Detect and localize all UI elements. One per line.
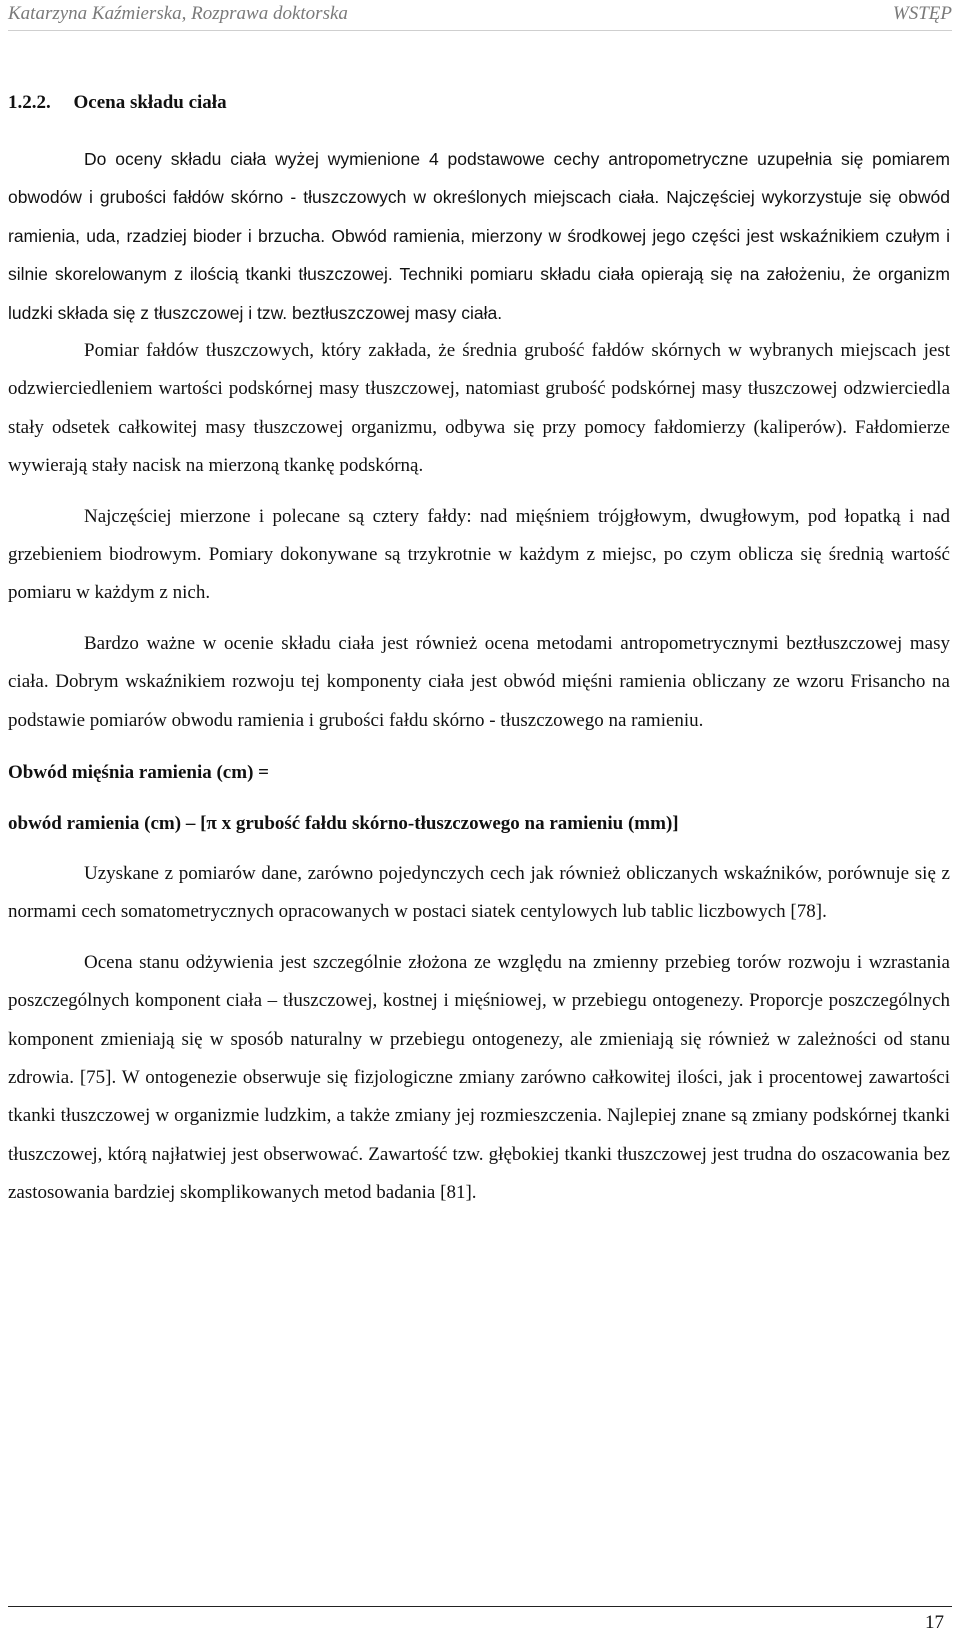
paragraph-3: Najczęściej mierzone i polecane są cztery fałdy: nad mięśniem trójgłowym, dwugłowym, pod łopatką i nad grzebieniem biodrowym. Pomiary dokonywane są trzykrotnie w każdym z miejsc, po czym oblicza się średnią wartość pomiaru w każdym z nich. [8,505,950,604]
running-header [8,0,952,31]
paragraph-4: Bardzo ważne w ocenie składu ciała jest również ocena metodami antropometrycznymi beztłuszczowej masy ciała. Dobrym wskaźnikiem rozwoju tej komponenty ciała jest obwód mięśni ramienia obliczany ze wzoru Frisancho na podstawie pomiarów obwodu ramienia i grubości fałdu skórno - tłuszczowego na ramieniu. [8,632,950,731]
header-author-title: Katarzyna Kaźmierska, Rozprawa doktorska [8,3,348,24]
paragraph-6: Ocena stanu odżywienia jest szczególnie złożona ze względu na zmienny przebieg torów rozwoju i wzrastania poszczególnych komponent ciała – tłuszczowej, kostnej i mięśniowej, w przebiegu ontogenezy. Proporcje poszczególnych komponent zmieniają się w sposób naturalny w przebiegu ontogenezy, ale zmieniają się również w zależności od stanu zdrowia. [75]. W ontogenezie obserwuje się fizjologiczne zmiany zarówno całkowitej ilości, jak i procentowej zawartości tkanki tłuszczowej w organizmie ludzkim, a także zmiany jej rozmieszczenia. Najlepiej znane są zmiany podskórnej tkanki tłuszczowej, którą najłatwiej jest obserwować. Zawartość tzw. głębokiej tkanki tłuszczowej jest trudna do oszacowania bez zastosowania bardziej skomplikowanych metod badania [81]. [8,951,950,1204]
formula: obwód ramienia (cm) – [π x grubość fałdu skórno-tłuszczowego na ramieniu (mm)] [8,812,679,834]
section-heading [8,92,227,114]
formula-title: Obwód mięśnia ramienia (cm) = [8,762,269,784]
footer-divider [8,1606,952,1607]
paragraph-2: Pomiar fałdów tłuszczowych, który zakłada, że średnia grubość fałdów skórnych w wybranych miejscach jest odzwierciedleniem wartości podskórnej masy tłuszczowej, natomiast grubość podskórnej masy tłuszczowej odzwierciedla stały odsetek całkowitej masy tłuszczowej organizmu, odbywa się przy pomocy fałdomierzy (kaliperów). Fałdomierze wywierają stały nacisk na mierzoną tkankę podskórną. [8,340,950,477]
section-title: Ocena składu ciała [73,92,227,113]
header-chapter: WSTĘP [892,3,952,24]
page-number: 17 [925,1612,944,1633]
paragraph-1: Do oceny składu ciała wyżej wymienione 4 podstawowe cechy antropometryczne uzupełnia się pomiarem obwodów i grubości fałdów skórno - tłuszczowych w określonych miejscach ciała. Najczęściej wykorzystuje się obwód ramienia, uda, rzadziej bioder i brzucha. Obwód ramienia, mierzony w środkowej jego części jest wskaźnikiem czułym i silnie skorelowanym z ilością tkanki tłuszczowej. Techniki pomiaru składu ciała opierają się na założeniu, że organizm ludzki składa się z tłuszczowej i tzw. beztłuszczowej masy ciała. [8,149,950,323]
document-body [8,140,950,1213]
section-number: 1.2.2. [8,92,51,113]
paragraph-5: Uzyskane z pomiarów dane, zarówno pojedynczych cech jak również obliczanych wskaźników, porównuje się z normami cech somatometrycznych opracowanych w postaci siatek centylowych lub tablic liczbowych [78]. [8,862,950,923]
